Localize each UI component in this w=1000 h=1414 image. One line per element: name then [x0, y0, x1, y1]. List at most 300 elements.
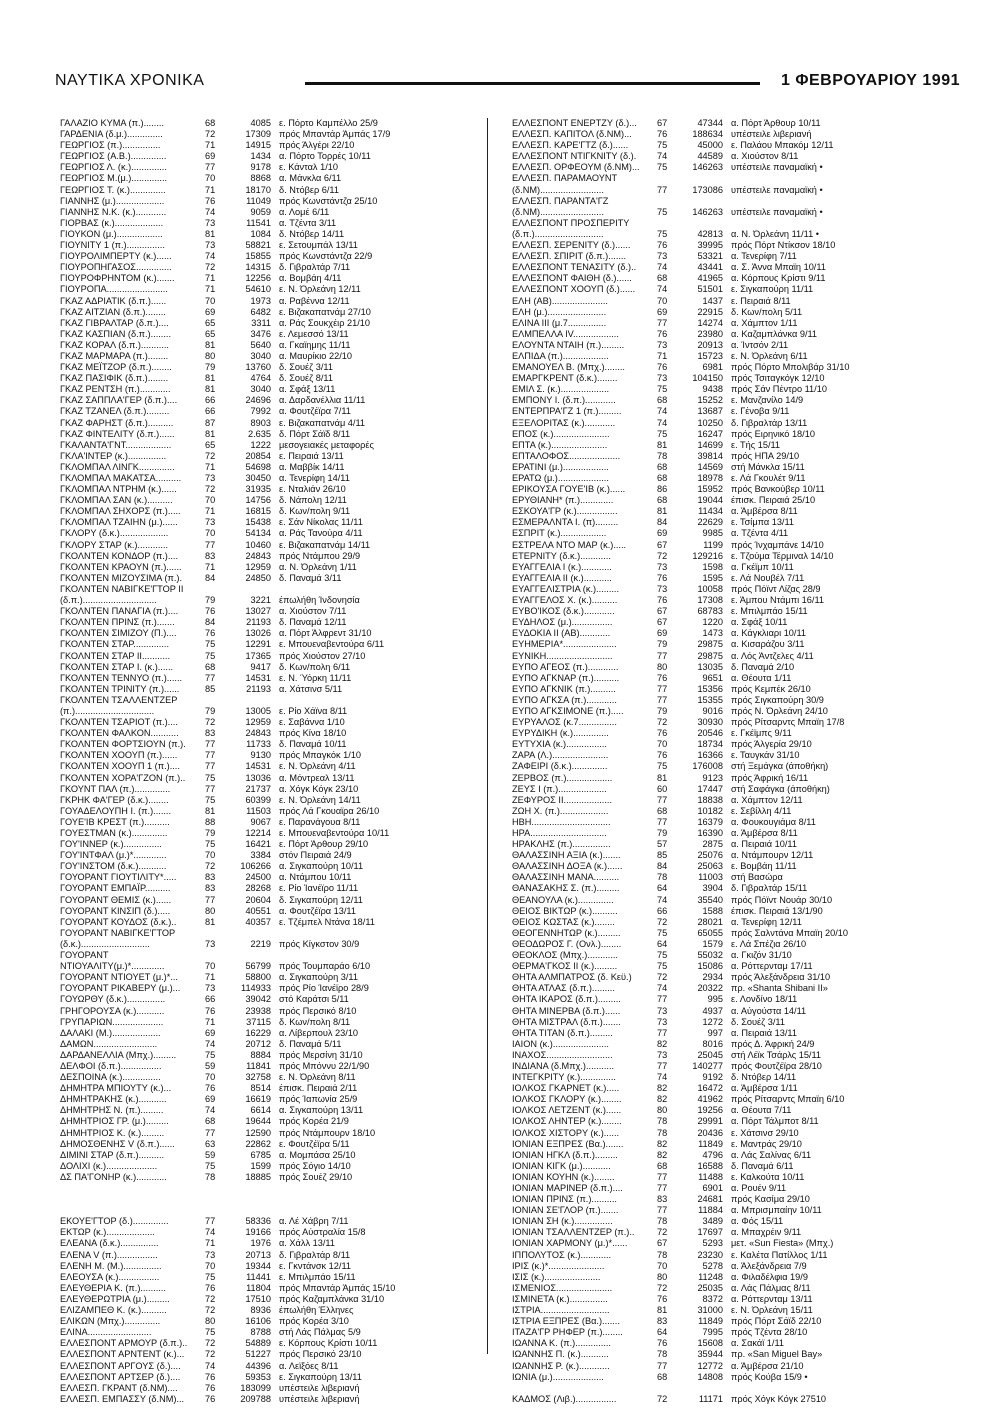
tonnage: 22915: [697, 306, 723, 317]
build-year: 70: [205, 961, 216, 972]
build-year: 68: [205, 118, 216, 128]
ship-name: ΘΗΤΑ ΜΙΣΤΡΑΛ (δ.π.).......: [512, 1016, 621, 1027]
build-year: 75: [205, 650, 216, 661]
ship-name: ΕΥΡΥΑΛΟΣ (κ.7...............: [512, 717, 617, 728]
ship-entry: [512, 961, 891, 972]
ship-status: ε. Φουτζέϊρα 5/11: [279, 1138, 350, 1149]
ship-name: ΙΝΔΙΑΝΑ (δ.Μπχ.)...........: [512, 1060, 615, 1071]
ship-name: ΓΚΛΟΜΠΑΛ ΣΗΧΟΡΣ (π.).....: [60, 506, 181, 517]
build-year: 77: [205, 1127, 216, 1138]
build-year: 77: [657, 184, 668, 195]
ship-entry: [512, 484, 891, 495]
ship-entry: [512, 1128, 891, 1139]
build-year: 73: [657, 561, 668, 572]
ship-entry: [60, 273, 439, 284]
tonnage: 20546: [697, 728, 723, 739]
ship-name: ΙΣΤΡΙΑ ΕΞΠΡΕΣ (Βα.).......: [512, 1316, 620, 1327]
tonnage: 1220: [702, 617, 723, 628]
tonnage: 12959: [245, 561, 271, 572]
ship-name: ΕΥΑΓΓΕΛΙΑ ΙΙ (κ.)...........: [512, 572, 612, 583]
ship-name: ΕΥΗΜΕΡΙΑ*.....................: [512, 639, 617, 650]
ship-name: ΕΛΛΕΣΠΟΝΤ ΠΡΟΣΠΕΡΙΤΥ: [512, 217, 630, 228]
build-year: 57: [657, 839, 668, 850]
build-year: [657, 218, 679, 229]
ship-name: ΓΚΑΖ ΦΙΝΤΕΛΙΤΥ (δ.π.)......: [60, 428, 175, 439]
ship-status: πρός Ρίο Ίανέϊρο 28/9: [279, 983, 369, 994]
ship-name: ΓΕΩΡΓΙΟΣ Μ.(μ.)..............: [60, 173, 168, 184]
tonnage: 11733: [246, 739, 271, 750]
build-year: 71: [657, 350, 668, 361]
build-year: 68: [657, 495, 668, 506]
ship-entry: [512, 684, 891, 695]
tonnage: 11503: [246, 805, 271, 816]
tonnage: [679, 196, 731, 207]
build-year: 76: [205, 1282, 216, 1293]
build-year: [205, 1205, 227, 1216]
ship-entry: [60, 351, 439, 362]
ship-name: ΓΙΟΥΡΟΠΗΓΑΣΟΣ..............: [60, 262, 172, 273]
tonnage: 25045: [697, 1049, 723, 1060]
build-year: 77: [205, 739, 216, 750]
ship-status: α. Κισαράζου 3/11: [731, 639, 805, 650]
ship-entry: [60, 839, 439, 850]
tonnage: 29875: [697, 650, 723, 661]
ship-name: ΓΚΟΛΝΤΕΝ ΧΟΟΥΠ (π.)......: [60, 750, 178, 761]
ship-status: πρ. «Shanta Shibani II»: [731, 983, 828, 994]
ship-name: ΘΗΤΑ ΑΛΜΠΑΤΡΟΣ (δ. Κεϋ.): [512, 972, 632, 983]
build-year: [205, 1194, 227, 1205]
ship-status: α. Μάνκλα 6/11: [279, 173, 342, 184]
build-year: 65: [205, 439, 216, 450]
ship-name: ΘΗΤΑ ΤΙΤΑΝ (δ.π.).........: [512, 1027, 613, 1038]
ship-name: ΔΕΣΠΟΙΝΑ (κ.)...............: [60, 1072, 161, 1083]
build-year: 75: [205, 1160, 216, 1171]
ship-status: πρός Δ. Άφρική 24/9: [731, 1038, 815, 1049]
ship-name: ΙΟΛΚΟΣ ΧΙΣΤΟΡΥ (κ.)......: [512, 1127, 620, 1138]
ship-status: πρός Τσιταγκόγκ 12/10: [731, 373, 825, 384]
ship-name: ΗΒΗ...............................: [512, 816, 611, 827]
build-year: 88: [205, 816, 216, 827]
tonnage: 1973: [250, 295, 271, 306]
tonnage: 17447: [697, 783, 723, 794]
ship-name: ΕΛΛΕΣΠ. ΠΑΡΑΜΑΟΥΝΤ: [512, 173, 618, 184]
build-year: 82: [657, 1094, 668, 1105]
ship-name: (δ.κ.)...........................: [60, 938, 150, 949]
ship-name: ΕΛΛΕΣΠ. ΠΑΡΑΝΤΑ'ΓΖ: [512, 195, 609, 206]
tonnage: 20712: [245, 1038, 271, 1049]
tonnage: 44589: [697, 151, 723, 162]
ship-entry: [512, 795, 891, 806]
build-year: 73: [205, 983, 216, 994]
ship-entry: [512, 429, 891, 440]
ship-status: α. Γκαϊημης 11/11: [279, 339, 351, 350]
ship-name: ΖΕΦΥΡΟΣ ΙΙ...................: [512, 794, 613, 805]
tonnage: 29991: [697, 1116, 723, 1127]
build-year: 77: [657, 994, 668, 1005]
ship-entry: [512, 1294, 891, 1305]
build-year: 75: [657, 961, 668, 972]
build-year: 75: [205, 1049, 216, 1060]
ship-name: ΕΥΠΟ ΑΓΚΝΙΚ (π.)..........: [512, 683, 616, 694]
tonnage: 15608: [697, 1338, 723, 1349]
tonnage: 11248: [698, 1271, 723, 1282]
build-year: 72: [657, 916, 668, 927]
ship-status: ε. Ταυγκάν 31/10: [731, 750, 800, 761]
build-year: 64: [657, 883, 668, 894]
ship-name: ΓΙΟΥΚΟΝ (μ.)..................: [60, 228, 163, 239]
tonnage: 3489: [702, 1216, 723, 1227]
tonnage: 55032: [697, 950, 723, 961]
ship-name: ΕΣΚΟΥΑ'ΓΡ (κ.)................: [512, 506, 618, 517]
tonnage: 9651: [702, 672, 723, 683]
tonnage: 14531: [245, 761, 271, 772]
ship-status: έπισκ. Πειραιά 25/10: [731, 495, 816, 506]
ship-name: ΙΟΛΚΟΣ ΓΚΛΟΡΥ (κ.)........: [512, 1094, 622, 1105]
build-year: 72: [657, 972, 668, 983]
ship-entry: [512, 395, 891, 406]
build-year: 71: [205, 184, 216, 195]
tonnage: 995: [707, 994, 723, 1005]
tonnage: 47344: [697, 118, 723, 128]
issue-date: 1 ΦΕΒΡΟΥΑΡΙΟΥ 1991: [781, 72, 960, 89]
ship-entry: [512, 1349, 891, 1360]
build-year: 75: [205, 794, 216, 805]
ship-entry: [512, 739, 891, 750]
ship-entry: [512, 1372, 891, 1383]
ship-entry: [60, 429, 439, 440]
tonnage: 8016: [702, 1038, 723, 1049]
build-year: 72: [657, 717, 668, 728]
ship-entry: [60, 706, 439, 717]
ship-status: α. Άμβέρσα 8/11: [731, 506, 798, 517]
ship-status: ε. Βομβάη 11/11: [731, 861, 797, 872]
build-year: 72: [205, 861, 216, 872]
build-year: [205, 928, 227, 939]
build-year: 83: [205, 728, 216, 739]
build-year: 75: [205, 1271, 216, 1282]
tonnage: 5293: [702, 1238, 723, 1249]
ship-status: α. Γκέϊμπ 10/11: [731, 561, 794, 572]
tonnage: 16390: [697, 828, 723, 838]
ship-entry: [60, 151, 439, 162]
build-year: 67: [657, 118, 668, 128]
tonnage: 35944: [697, 1349, 723, 1360]
build-year: 85: [205, 683, 216, 694]
ship-entry: [512, 1039, 891, 1050]
ship-status: α. Πειραιά 10/11: [731, 839, 797, 850]
tonnage: 17309: [245, 129, 271, 140]
ship-entry: [512, 251, 891, 262]
ship-status: δ. Γιβραλτάρ 13/11: [731, 417, 808, 428]
tonnage: 114933: [241, 983, 271, 994]
ship-entry: [512, 1205, 891, 1216]
ship-status: δ. Κων/πολη 5/11: [731, 306, 803, 317]
tonnage: 1588: [702, 905, 723, 916]
ship-entry: [512, 872, 891, 883]
ship-status: δ. Γιβραλτάρ 7/11: [279, 262, 351, 273]
tonnage: 13036: [245, 772, 271, 783]
ship-status: δ. Παναμά 5/11: [279, 1038, 342, 1049]
ship-entry: [512, 1050, 891, 1061]
ship-name: ΕΛΛΕΣΠΟΝΤ ΕΝΕΡΤΖΥ (δ.)...: [512, 118, 637, 128]
build-year: 70: [205, 495, 216, 506]
tonnage: 21193: [246, 617, 271, 628]
build-year: 76: [657, 1293, 668, 1304]
ship-name: ΘΑΛΑΣΣΙΝΗ ΑΞΙΑ (κ.).......: [512, 850, 621, 861]
ship-name: ΓΟΥΟΡΑΝΤ: [60, 950, 109, 961]
ship-entry: [60, 939, 439, 950]
ship-entry: [60, 1194, 439, 1205]
ship-name: ΗΡΑ..............................: [512, 828, 607, 838]
ship-name: ΓΚΟΛΝΤΕΝ ΧΟΟΥΠ 1 (π.)....: [60, 761, 180, 772]
ship-status: πρός Ν. Όρλεάνη 24/10: [731, 705, 828, 716]
build-year: 67: [657, 539, 668, 550]
ship-entry: [512, 384, 891, 395]
ship-entry: [60, 1316, 439, 1327]
ship-name: ΕΥΔΟΚΙΑ ΙΙ (ΑΒ)............: [512, 628, 611, 639]
ship-entry: [512, 562, 891, 573]
tonnage: 43441: [697, 262, 723, 273]
ship-name: ΕΛΠΙΔΑ (π.)..................: [512, 350, 609, 361]
ship-status: πρός Κούβα 15/9 •: [731, 1371, 808, 1382]
ship-name: ΙΝΤΕΓΚΡΙΤΥ (κ.)..............: [512, 1072, 616, 1083]
ship-status: ε. Τσίμπα 13/11: [731, 517, 795, 528]
build-year: 77: [205, 1216, 216, 1227]
build-year: 73: [205, 1249, 216, 1260]
ship-status: πρός Αύστραλία 15/8: [279, 1227, 366, 1238]
ship-name: ΓΚΟΛΝΤΕΝ ΣΙΜΙΖΟΥ (Π.)....: [60, 628, 177, 639]
build-year: 80: [205, 905, 216, 916]
build-year: 68: [657, 395, 668, 406]
build-year: 79: [205, 705, 216, 716]
ship-entry: [60, 506, 439, 517]
ship-name: ΖΩΗ Χ. (π.)...................: [512, 805, 609, 816]
build-year: 71: [205, 972, 216, 983]
ship-status: έπωλήθη Έλληνες: [279, 1305, 354, 1316]
tonnage: 11434: [698, 506, 723, 517]
build-year: 71: [205, 461, 216, 472]
ship-status: ε. Νταλιάν 26/10: [279, 484, 346, 495]
tonnage: 19256: [697, 1105, 723, 1116]
ship-entry: [60, 296, 439, 307]
tonnage: 18838: [697, 794, 723, 805]
tonnage: 10058: [697, 583, 723, 594]
ship-entry: [512, 728, 891, 739]
ship-entry: [512, 162, 891, 173]
build-year: 78: [657, 1127, 668, 1138]
ship-name: ΕΤΕΡΝΙΤΥ (δ.κ.)............: [512, 550, 611, 561]
build-year: 77: [657, 794, 668, 805]
ship-status: πρός ΗΠΑ 29/10: [731, 450, 800, 461]
ship-status: στή Λέϊκ Τσάρλς 15/11: [731, 1049, 822, 1060]
ship-status: μεσογειακές μεταφορές: [279, 439, 374, 450]
ship-status: ε. Σάν Νίκολας 11/11: [279, 517, 363, 528]
tonnage: 13687: [697, 406, 723, 417]
ship-entry: [512, 573, 891, 584]
ship-entry: [60, 307, 439, 318]
ship-entry: [60, 340, 439, 351]
ship-entry: [512, 418, 891, 429]
ship-entry: [512, 1161, 891, 1172]
ship-status: ε. Μπιλμπάο 15/11: [731, 606, 808, 617]
ship-entry: [512, 196, 891, 207]
build-year: 67: [657, 1238, 668, 1249]
ship-status: ε. Παλάου Μπακόμ 12/11: [731, 140, 834, 151]
ship-status: πρός Τουμπαράο 6/10: [279, 961, 371, 972]
build-year: 79: [657, 705, 668, 716]
ship-status: α. Χιούστον 8/11: [731, 151, 799, 162]
ship-name: ΕΥΠΟ ΑΓΕΟΣ (π.)............: [512, 661, 619, 672]
ship-status: [279, 1183, 439, 1194]
ship-entry: [512, 1017, 891, 1028]
build-year: 75: [205, 839, 216, 850]
tonnage: 176008: [692, 761, 723, 772]
build-year: 76: [657, 1338, 668, 1349]
ship-entry: [512, 761, 891, 772]
ship-status: α. Ν. Όρλεάνη 11/11 •: [731, 228, 819, 239]
ship-name: ΓΚΟΛΝΤΕΝ ΦΑΛΚΟΝ...........: [60, 728, 179, 739]
ship-entry: [60, 284, 439, 295]
ship-status: πρός Σόγιο 14/10: [279, 1160, 351, 1171]
ship-status: δ. Παναμά 10/11: [279, 739, 347, 750]
ship-entry: [60, 784, 439, 795]
ship-status: α. Ραβέννα 12/11: [279, 295, 350, 306]
tonnage: 14569: [697, 461, 723, 472]
ship-name: ΕΠΤΑ (κ.)......................: [512, 439, 608, 450]
build-year: 75: [657, 140, 668, 151]
tonnage: 1473: [702, 628, 723, 639]
ship-status: πρός Φουτζέϊρα 28/10: [731, 1060, 822, 1071]
ship-name: ΘΕΑΝΟΥΛΑ (κ.)..............: [512, 894, 614, 905]
tonnage: 3311: [251, 317, 271, 328]
ship-entry: [60, 140, 439, 151]
ship-status: πρός Ρίτσαρντς Μπαϊη 17/8: [731, 717, 845, 728]
tonnage: 13035: [697, 661, 723, 672]
ship-status: α. Λομέ 6/11: [279, 206, 330, 217]
build-year: 69: [205, 1094, 216, 1105]
ship-name: ΓΚΑΖ ΓΙΒΡΑΛΤΑΡ (δ.π.)....: [60, 317, 169, 328]
ship-entry: [512, 1394, 891, 1405]
build-year: [657, 173, 679, 184]
ship-name: ΕΚΟΥΕ'ΓΤΟΡ (δ.)..............: [60, 1216, 169, 1227]
ship-entry: [60, 318, 439, 329]
build-year: 71: [205, 1238, 216, 1249]
ship-name: ΕΛΕΑΝΑ (δ.κ.)...............: [60, 1238, 159, 1249]
tonnage: 12772: [697, 1360, 723, 1371]
ship-name: ΕΥΑΓΓΕΛΟΣ Χ. (κ.)..........: [512, 595, 618, 606]
build-year: 76: [657, 572, 668, 583]
ship-status: α. Ίντσόν 2/11: [731, 339, 789, 350]
ship-entry: [512, 362, 891, 373]
ship-status: στή Βασώρα: [731, 872, 783, 883]
ship-entry: [512, 928, 891, 939]
ship-status: α. Ράς Τανούρα 4/11: [279, 528, 363, 539]
ship-status: α. Πόρτο Τορρές 10/11: [279, 151, 371, 162]
tonnage: 11541: [246, 217, 271, 228]
ship-status: α. Πόρτ Άλφρεντ 31/10: [279, 628, 372, 639]
ship-name: ΕΥΠΟ ΑΓΚΝΑΡ (π.)..........: [512, 672, 620, 683]
build-year: 76: [657, 672, 668, 683]
tonnage: 12959: [245, 717, 271, 728]
tonnage: 58821: [245, 240, 271, 251]
ship-name: ΙΑΙΟΝ (κ.)......................: [512, 1038, 609, 1049]
ship-name: ΓΚΟΛΝΤΕΝ ΝΑΒΙΓΚΕ'ΓΤΟΡ ΙΙ: [60, 583, 184, 594]
ship-entry: [60, 917, 439, 928]
tonnage: 11849: [698, 1138, 723, 1149]
ship-status: α. Τενερίφη 7/11: [731, 251, 797, 262]
ship-entry: [512, 1283, 891, 1294]
ship-entry: [60, 451, 439, 462]
tonnage: 1598: [702, 561, 723, 572]
ship-name: [60, 1183, 205, 1194]
ship-entry: [60, 906, 439, 917]
ship-name: ΖΑΦΕΙΡΙ (δ.κ.)..............: [512, 761, 608, 772]
ship-name: ΙΣΤΡΙΑ...........................: [512, 1305, 610, 1316]
ship-status: πρός Άφρική 16/11: [731, 772, 809, 783]
ship-status: πρός Πόρτο Μπολιβάρ 31/10: [731, 362, 850, 373]
ship-status: ε. Γένοβα 9/11: [731, 406, 790, 417]
build-year: 81: [205, 805, 216, 816]
ship-name: ΓΚΟΛΝΤΕΝ ΜΙΖΟΥΣΙΜΑ (π.).: [60, 572, 183, 583]
build-year: 70: [657, 739, 668, 750]
build-year: 81: [205, 339, 216, 350]
build-year: 71: [205, 506, 216, 517]
ship-name: ΕΛΛΕΣΠ. ΣΕΡΕΝΙΤΥ (δ.)......: [512, 240, 631, 251]
ship-name: ΓΑΛΑΖΙΟ ΚΥΜΑ (π.)........: [60, 118, 164, 128]
tonnage: 20913: [697, 339, 723, 350]
tonnage: 24500: [245, 872, 271, 883]
tonnage: 14915: [245, 140, 271, 151]
ship-name: ΓΚΟΛΝΤΕΝ ΤΣΑΛΛΕΝΤΖΕΡ: [60, 694, 178, 705]
ship-entry: [60, 1327, 439, 1338]
ship-entry: [60, 662, 439, 673]
tonnage: 1595: [702, 572, 723, 583]
ship-status: ε. Καλέτα Πατίλλος 1/11: [731, 1249, 828, 1260]
ship-entry: [512, 784, 891, 795]
ship-status: α. Κόρπους Κρίστι 9/11: [731, 273, 826, 284]
tonnage: 16229: [245, 1027, 271, 1038]
tonnage: 15723: [697, 350, 723, 361]
ship-status: πρός Καζαμπλάνκα 31/10: [279, 1293, 385, 1304]
ship-entry: [512, 806, 891, 817]
ship-entry: [60, 994, 439, 1005]
ship-entry: [60, 418, 439, 429]
ship-entry: [512, 1305, 891, 1316]
build-year: 85: [657, 850, 668, 861]
ship-status: ε. Τής 15/11: [731, 439, 781, 450]
ship-status: ε. Ρίο Ίανέϊρο 11/11: [279, 883, 359, 894]
build-year: 79: [657, 828, 668, 838]
ship-name: ΓΚΟΥΝΤ ΠΑΛ (π.)..............: [60, 783, 171, 794]
ship-entry: [512, 1094, 891, 1105]
build-year: 77: [205, 761, 216, 772]
tonnage: 146263: [692, 162, 723, 173]
ship-entry: [60, 207, 439, 218]
ship-name: ΔΗΜΗΤΡΙΟΣ ΓΡ. (μ.).........: [60, 1116, 169, 1127]
ship-status: ε. Ν. Όρλεάνη 8/11: [279, 1072, 356, 1083]
ship-name: ΔΑΜΩΝ.........................: [60, 1038, 158, 1049]
ship-status: ε. Ν. Όρλεάνη 15/11: [731, 1305, 813, 1316]
ship-entry: [60, 1161, 439, 1172]
ship-status: πρός Κωνστάντζα 22/9: [279, 251, 373, 262]
ship-entry: [512, 1183, 891, 1194]
ship-entry: [512, 218, 891, 229]
ship-status: ε. Μπιλμπάο 15/11: [279, 1271, 356, 1282]
ship-name: ΕΡΙΚΟΥΣΑ ΓΟΥΕ'ΙΒ (κ.)......: [512, 484, 626, 495]
build-year: 83: [657, 1316, 668, 1327]
build-year: 73: [205, 217, 216, 228]
tonnage: 35540: [697, 894, 723, 905]
